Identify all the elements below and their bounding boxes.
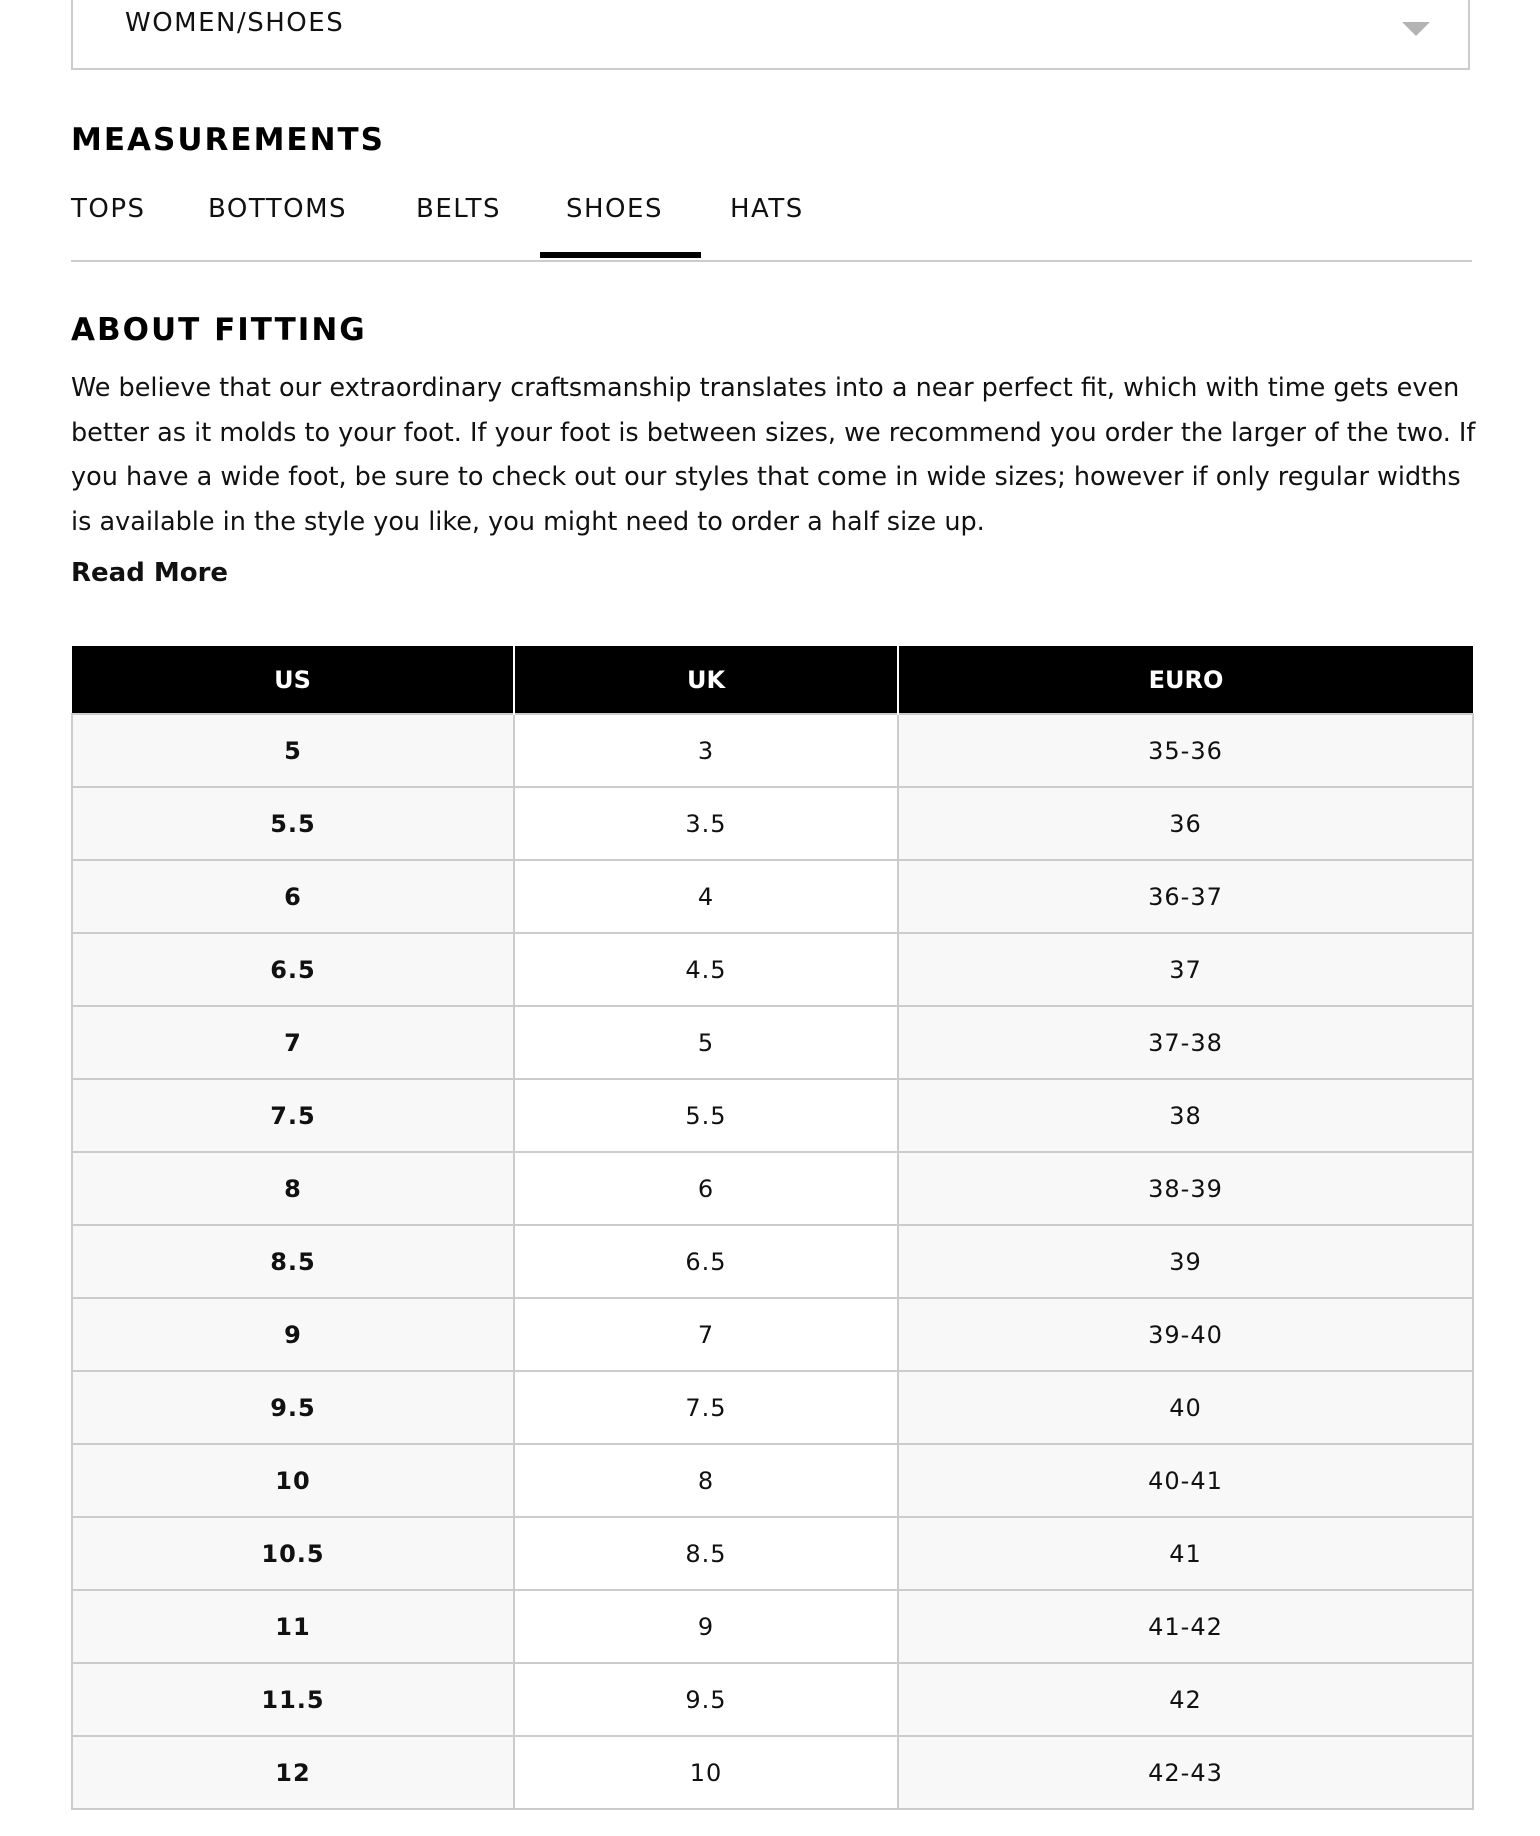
tab-hats[interactable]: HATS (730, 194, 804, 224)
uk-size-cell: 3.5 (514, 787, 898, 860)
table-row (72, 933, 1473, 1006)
us-size-cell: 5.5 (72, 787, 514, 860)
chevron-down-icon[interactable] (1402, 22, 1430, 36)
euro-size-cell: 38 (898, 1079, 1473, 1152)
us-size-cell: 11.5 (72, 1663, 514, 1736)
table-row (72, 1298, 1473, 1371)
euro-size-cell: 41-42 (898, 1590, 1473, 1663)
tab-shoes[interactable]: SHOES (566, 194, 663, 224)
us-size-cell: 8.5 (72, 1225, 514, 1298)
uk-size-cell: 8 (514, 1444, 898, 1517)
about-fitting-title: ABOUT FITTING (71, 312, 367, 348)
us-size-cell: 9.5 (72, 1371, 514, 1444)
header-uk: UK (514, 646, 898, 714)
euro-size-cell: 37 (898, 933, 1473, 1006)
euro-size-cell: 37-38 (898, 1006, 1473, 1079)
table-row (72, 1517, 1473, 1590)
euro-size-cell: 36 (898, 787, 1473, 860)
about-fitting-text: We believe that our extraordinary craftsmanship translates into a near perfect fit, which with time gets even better as it molds to your foot. If your foot is between sizes, we recommend you order the larger of the two. If you have a wide foot, be sure to check out our styles that come in wide sizes; however if only regular widths is available in the style you like, you might need to order a half size up. (71, 373, 1476, 537)
table-row (72, 1152, 1473, 1225)
uk-size-cell: 5.5 (514, 1079, 898, 1152)
euro-size-cell: 39 (898, 1225, 1473, 1298)
table-row (72, 787, 1473, 860)
table-row (72, 1371, 1473, 1444)
category-select[interactable] (71, 0, 1470, 70)
uk-size-cell: 6.5 (514, 1225, 898, 1298)
uk-size-cell: 6 (514, 1152, 898, 1225)
uk-size-cell: 5 (514, 1006, 898, 1079)
euro-size-cell: 38-39 (898, 1152, 1473, 1225)
us-size-cell: 8 (72, 1152, 514, 1225)
uk-size-cell: 7 (514, 1298, 898, 1371)
uk-size-cell: 9.5 (514, 1663, 898, 1736)
euro-size-cell: 42 (898, 1663, 1473, 1736)
table-row (72, 714, 1473, 787)
euro-size-cell: 39-40 (898, 1298, 1473, 1371)
uk-size-cell: 4 (514, 860, 898, 933)
uk-size-cell: 9 (514, 1590, 898, 1663)
active-tab-indicator (540, 252, 701, 258)
tab-bottoms[interactable]: BOTTOMS (208, 194, 348, 224)
tab-belts[interactable]: BELTS (416, 194, 502, 224)
euro-size-cell: 40 (898, 1371, 1473, 1444)
us-size-cell: 7 (72, 1006, 514, 1079)
read-more-link[interactable]: Read More (71, 558, 229, 588)
us-size-cell: 10.5 (72, 1517, 514, 1590)
size-chart-table (71, 646, 1474, 1810)
table-row (72, 1663, 1473, 1736)
header-us: US (72, 646, 514, 714)
us-size-cell: 6.5 (72, 933, 514, 1006)
uk-size-cell: 8.5 (514, 1517, 898, 1590)
table-header-row (72, 646, 1473, 714)
euro-size-cell: 41 (898, 1517, 1473, 1590)
euro-size-cell: 42-43 (898, 1736, 1473, 1809)
uk-size-cell: 3 (514, 714, 898, 787)
tab-tops[interactable]: TOPS (71, 194, 146, 224)
table-row (72, 1736, 1473, 1809)
measurement-tabs (71, 190, 1472, 262)
euro-size-cell: 36-37 (898, 860, 1473, 933)
euro-size-cell: 35-36 (898, 714, 1473, 787)
us-size-cell: 6 (72, 860, 514, 933)
table-row (72, 1006, 1473, 1079)
euro-size-cell: 40-41 (898, 1444, 1473, 1517)
uk-size-cell: 4.5 (514, 933, 898, 1006)
measurements-title: MEASUREMENTS (71, 122, 386, 158)
us-size-cell: 12 (72, 1736, 514, 1809)
us-size-cell: 10 (72, 1444, 514, 1517)
us-size-cell: 5 (72, 714, 514, 787)
header-euro: EURO (898, 646, 1473, 714)
us-size-cell: 11 (72, 1590, 514, 1663)
table-row (72, 1225, 1473, 1298)
category-select-value: WOMEN/SHOES (125, 8, 345, 38)
us-size-cell: 7.5 (72, 1079, 514, 1152)
table-row (72, 860, 1473, 933)
table-row (72, 1444, 1473, 1517)
uk-size-cell: 10 (514, 1736, 898, 1809)
uk-size-cell: 7.5 (514, 1371, 898, 1444)
table-row (72, 1079, 1473, 1152)
us-size-cell: 9 (72, 1298, 514, 1371)
table-row (72, 1590, 1473, 1663)
